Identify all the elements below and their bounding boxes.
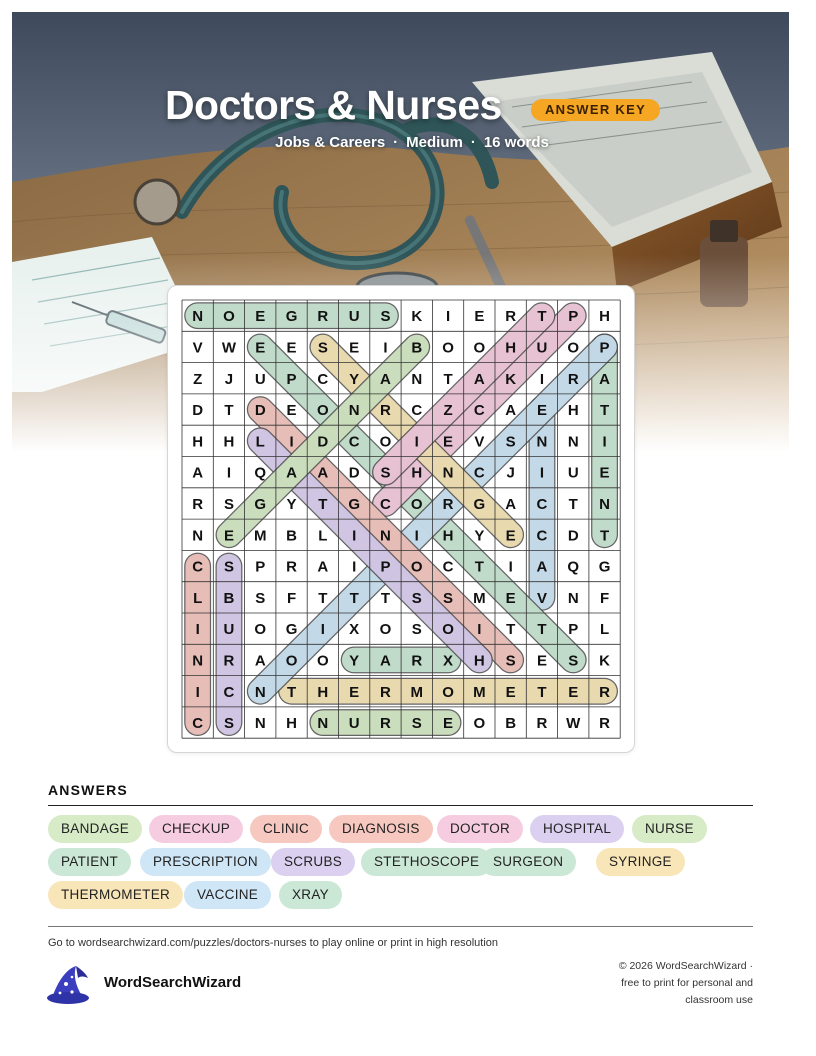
grid-letter[interactable]: P — [380, 558, 391, 576]
grid-letter[interactable]: X — [443, 652, 454, 670]
grid-letter[interactable]: D — [317, 433, 329, 451]
grid-letter[interactable]: O — [379, 621, 392, 639]
grid-letter[interactable]: I — [508, 558, 513, 576]
grid-letter[interactable]: G — [348, 495, 360, 513]
grid-letter[interactable]: T — [537, 683, 547, 701]
grid-letter[interactable]: U — [254, 370, 266, 388]
grid-letter[interactable]: A — [192, 464, 204, 482]
grid-letter[interactable]: E — [255, 339, 266, 357]
grid-letter[interactable]: M — [410, 683, 423, 701]
grid-letter[interactable]: A — [380, 652, 391, 670]
grid-letter[interactable]: T — [537, 308, 547, 326]
grid-letter[interactable]: F — [599, 589, 610, 607]
grid-letter[interactable]: C — [442, 558, 454, 576]
grid-letter[interactable]: I — [352, 527, 357, 545]
copyright-line: classroom use — [685, 994, 753, 1006]
grid-letter[interactable]: S — [411, 715, 422, 733]
brand-name[interactable]: WordSearchWizard — [104, 974, 242, 991]
grid-letter[interactable]: R — [599, 715, 610, 733]
grid-letter[interactable]: P — [568, 621, 579, 639]
grid-letter[interactable]: B — [286, 527, 297, 545]
grid-letter[interactable]: I — [352, 558, 357, 576]
answer-chip-bandage: BANDAGE — [48, 815, 142, 843]
grid-letter[interactable]: E — [286, 402, 297, 420]
grid-letter[interactable]: Q — [567, 558, 580, 576]
grid-letter[interactable]: I — [195, 621, 200, 639]
grid-letter[interactable]: U — [567, 464, 579, 482]
grid-letter[interactable]: A — [317, 464, 329, 482]
grid-letter[interactable]: K — [411, 308, 423, 326]
grid-letter[interactable]: A — [380, 370, 391, 388]
page-title: Doctors & Nurses — [165, 82, 502, 128]
grid-letter[interactable]: I — [445, 308, 451, 326]
grid-letter[interactable]: S — [317, 339, 328, 357]
grid-letter[interactable]: P — [255, 558, 266, 576]
grid-letter[interactable]: P — [568, 308, 579, 326]
grid-letter[interactable]: B — [505, 715, 517, 733]
grid-letter[interactable]: T — [318, 589, 328, 607]
grid-letter[interactable]: S — [380, 464, 391, 482]
grid-letter[interactable]: E — [474, 308, 485, 326]
grid-letter[interactable]: I — [320, 621, 325, 639]
grid-letter[interactable]: H — [505, 339, 517, 357]
category-label: Jobs & Careers — [275, 134, 386, 151]
grid-letter[interactable]: U — [348, 308, 360, 326]
grid-letter[interactable]: E — [223, 527, 234, 545]
grid-letter[interactable]: L — [255, 433, 265, 451]
grid-letter[interactable]: N — [192, 652, 204, 670]
grid-letter[interactable]: N — [254, 715, 266, 733]
answer-chip-prescription: PRESCRIPTION — [140, 848, 271, 876]
grid-letter[interactable]: G — [285, 308, 298, 326]
grid-letter[interactable]: V — [474, 433, 485, 451]
grid-letter[interactable]: O — [442, 339, 454, 357]
grid-letter[interactable]: N — [380, 527, 391, 545]
grid-letter[interactable]: S — [443, 589, 454, 607]
grid-letter[interactable]: T — [599, 402, 610, 420]
grid-letter[interactable]: M — [254, 527, 267, 545]
grid-letter[interactable]: I — [539, 464, 545, 482]
grid-letter[interactable]: T — [537, 621, 547, 639]
grid-letter[interactable]: C — [473, 402, 485, 420]
answer-chip-scrubs: SCRUBS — [271, 848, 355, 876]
answer-chip-stethoscope: STETHOSCOPE — [361, 848, 492, 876]
grid-letter[interactable]: A — [505, 402, 517, 420]
grid-letter[interactable]: A — [317, 558, 329, 576]
grid-letter[interactable]: R — [567, 370, 579, 388]
grid-letter[interactable]: A — [536, 558, 548, 576]
grid-letter[interactable]: N — [348, 402, 360, 420]
grid-letter[interactable]: H — [317, 683, 329, 701]
footer-link-text[interactable]: Go to wordsearchwizard.com/puzzles/doctors-nurses to play online or print in high resolution — [48, 937, 498, 949]
grid-letter[interactable]: I — [383, 339, 388, 357]
grid-letter[interactable]: N — [254, 683, 266, 701]
grid-letter[interactable]: A — [254, 652, 266, 670]
grid-letter[interactable]: Y — [286, 495, 297, 513]
grid-letter[interactable]: I — [226, 464, 232, 482]
grid-letter[interactable]: S — [223, 495, 234, 513]
grid-letter[interactable]: J — [506, 464, 515, 482]
grid-letter[interactable]: R — [411, 652, 423, 670]
grid-letter[interactable]: T — [286, 683, 297, 701]
grid-lines — [182, 300, 620, 738]
grid-letter[interactable]: J — [224, 370, 234, 388]
grid-letter[interactable]: H — [567, 402, 579, 420]
grid-letter[interactable]: C — [473, 464, 485, 482]
grid-letter[interactable]: M — [473, 683, 486, 701]
grid-letter[interactable]: C — [536, 495, 548, 513]
grid-letter[interactable]: A — [599, 370, 610, 388]
grid-letter[interactable]: H — [473, 652, 485, 670]
grid-letter[interactable]: I — [195, 683, 200, 701]
grid-letter[interactable]: O — [442, 683, 454, 701]
grid-letter[interactable]: C — [348, 433, 360, 451]
grid-letter[interactable]: W — [221, 339, 237, 357]
grid-letter[interactable]: C — [192, 715, 204, 733]
grid-letter[interactable]: P — [286, 370, 297, 388]
grid-letter[interactable]: R — [286, 558, 297, 576]
grid-letter[interactable]: D — [348, 464, 360, 482]
grid-letter[interactable]: H — [286, 715, 297, 733]
grid-letter[interactable]: X — [349, 621, 360, 639]
grid-letter[interactable]: Z — [443, 402, 453, 420]
copyright-line: free to print for personal and — [621, 977, 753, 989]
grid-letter[interactable]: Y — [474, 527, 485, 545]
grid-letter[interactable]: G — [285, 621, 298, 639]
grid-letter[interactable]: D — [192, 402, 204, 420]
grid-letter[interactable]: E — [599, 464, 610, 482]
grid-letter[interactable]: N — [192, 308, 204, 326]
grid-letter[interactable]: O — [567, 339, 580, 357]
grid-letter[interactable]: U — [536, 339, 548, 357]
grid-letter[interactable]: R — [536, 715, 548, 733]
grid-letter[interactable]: S — [411, 589, 422, 607]
grid-letter[interactable]: O — [317, 402, 329, 420]
grid-letter[interactable]: I — [539, 370, 545, 388]
grid-letter[interactable]: H — [192, 433, 204, 451]
grid-letter[interactable]: M — [473, 589, 486, 607]
grid-letter[interactable]: O — [473, 339, 486, 357]
grid-letter[interactable]: N — [536, 433, 548, 451]
grid-letter[interactable]: B — [223, 589, 235, 607]
grid-letter[interactable]: C — [380, 495, 391, 513]
grid-letter[interactable]: T — [224, 402, 234, 420]
answer-chip-patient: PATIENT — [48, 848, 131, 876]
grid-letter[interactable]: E — [286, 339, 297, 357]
grid-letter[interactable]: E — [505, 589, 516, 607]
grid-letter[interactable]: E — [536, 402, 547, 420]
grid-letter[interactable]: R — [380, 715, 391, 733]
answer-chip-doctor: DOCTOR — [437, 815, 523, 843]
grid-letter[interactable]: S — [380, 308, 391, 326]
grid-letter[interactable]: A — [473, 370, 485, 388]
grid-letter[interactable]: V — [536, 589, 547, 607]
answer-chip-surgeon: SURGEON — [480, 848, 576, 876]
answer-chip-diagnosis: DIAGNOSIS — [329, 815, 433, 843]
grid-letter[interactable]: T — [474, 558, 484, 576]
puzzle-grid — [168, 286, 634, 752]
footer-divider — [48, 926, 753, 927]
grid-letter[interactable]: W — [566, 715, 581, 733]
grid-letter[interactable]: B — [411, 339, 423, 357]
grid-letter[interactable]: T — [506, 621, 516, 639]
grid-letter[interactable]: S — [223, 558, 234, 576]
grid-letter[interactable]: E — [568, 683, 579, 701]
puzzle-grid-card — [167, 285, 635, 753]
grid-letter[interactable]: O — [410, 558, 423, 576]
grid-letter[interactable]: D — [567, 527, 579, 545]
grid-letter[interactable]: E — [349, 339, 360, 357]
grid-letter[interactable]: N — [567, 433, 579, 451]
grid-letter[interactable]: C — [192, 558, 204, 576]
grid-letter[interactable]: E — [349, 683, 360, 701]
grid-letter[interactable]: I — [414, 527, 419, 545]
grid-letter[interactable]: H — [599, 308, 610, 326]
grid-letter[interactable]: D — [254, 402, 266, 420]
answer-chip-thermometer: THERMOMETER — [48, 881, 183, 909]
grid-letter[interactable]: A — [505, 495, 517, 513]
answer-chip-vaccine: VACCINE — [184, 881, 271, 909]
grid-letter[interactable]: O — [410, 495, 423, 513]
wizard-hat-icon — [46, 964, 92, 1011]
grid-letter[interactable]: F — [286, 589, 297, 607]
grid-letter[interactable]: N — [567, 589, 579, 607]
grid-letter[interactable]: S — [255, 589, 266, 607]
grid-letter[interactable]: N — [411, 370, 423, 388]
grid-letter[interactable]: O — [442, 621, 454, 639]
answer-chip-syringe: SYRINGE — [596, 848, 685, 876]
answer-key-badge: ANSWER KEY — [531, 99, 660, 121]
grid-letter[interactable]: R — [223, 652, 235, 670]
grid-letter[interactable]: S — [505, 433, 516, 451]
grid-letter[interactable]: C — [411, 402, 423, 420]
grid-letter[interactable]: P — [599, 339, 610, 357]
grid-letter[interactable]: R — [442, 495, 454, 513]
grid-letter[interactable]: E — [443, 715, 454, 733]
grid-letter[interactable]: T — [349, 589, 359, 607]
grid-letter[interactable]: A — [286, 464, 297, 482]
answer-chip-checkup: CHECKUP — [149, 815, 243, 843]
grid-letter[interactable]: R — [380, 683, 391, 701]
grid-letter[interactable]: L — [193, 589, 203, 607]
separator-dot: · — [393, 134, 399, 151]
answer-chip-nurse: NURSE — [632, 815, 707, 843]
grid-letter[interactable]: S — [223, 715, 234, 733]
copyright-line: © 2026 WordSearchWizard · — [618, 960, 753, 972]
grid-letter[interactable]: U — [348, 715, 360, 733]
grid-letter[interactable]: L — [318, 527, 328, 545]
answer-chip-xray: XRAY — [279, 881, 342, 909]
grid-letter[interactable]: U — [223, 621, 235, 639]
grid-letter[interactable]: R — [599, 683, 610, 701]
grid-letter[interactable]: T — [443, 370, 453, 388]
grid-letter[interactable]: Q — [254, 464, 267, 482]
grid-letter[interactable]: E — [443, 433, 454, 451]
grid-letter[interactable]: N — [192, 527, 204, 545]
grid-letter[interactable]: Z — [193, 370, 203, 388]
grid-letter[interactable]: H — [411, 464, 423, 482]
grid-letter[interactable]: S — [411, 621, 422, 639]
copyright-notice — [573, 958, 753, 1009]
grid-letter[interactable]: S — [568, 652, 579, 670]
answer-chip-hospital: HOSPITAL — [530, 815, 624, 843]
grid-letter[interactable]: G — [254, 495, 267, 513]
grid-letter[interactable]: I — [602, 433, 607, 451]
grid-letter[interactable]: T — [380, 589, 391, 607]
answers-heading: ANSWERS — [48, 782, 128, 798]
grid-letter[interactable]: O — [379, 433, 392, 451]
grid-letter[interactable]: K — [599, 652, 610, 670]
grid-letter[interactable]: T — [318, 495, 328, 513]
grid-letter[interactable]: E — [255, 308, 266, 326]
grid-letter[interactable]: O — [254, 621, 267, 639]
difficulty-label: Medium — [406, 134, 463, 151]
grid-letter[interactable]: S — [505, 652, 516, 670]
grid-letter[interactable]: N — [442, 464, 454, 482]
grid-letter[interactable]: C — [223, 683, 235, 701]
separator-dot: · — [470, 134, 476, 151]
grid-letter[interactable]: Y — [349, 370, 360, 388]
grid-letter[interactable]: E — [505, 527, 516, 545]
grid-letter[interactable]: T — [599, 527, 610, 545]
word-count-label: 16 words — [483, 134, 549, 151]
grid-letter[interactable]: H — [223, 433, 235, 451]
grid-letter[interactable]: R — [192, 495, 204, 513]
puzzle-meta — [262, 134, 562, 151]
grid-letter[interactable]: I — [477, 621, 482, 639]
grid-letter[interactable]: O — [285, 652, 298, 670]
grid-letter[interactable]: K — [505, 370, 517, 388]
grid-letter[interactable]: E — [536, 652, 547, 670]
grid-letter[interactable]: I — [414, 433, 419, 451]
grid-letter[interactable]: R — [505, 308, 517, 326]
grid-letter[interactable]: C — [317, 370, 329, 388]
grid-letter[interactable]: G — [473, 495, 486, 513]
grid-letter[interactable]: H — [442, 527, 454, 545]
grid-letter[interactable]: I — [289, 433, 294, 451]
grid-letter[interactable]: O — [317, 652, 329, 670]
grid-letter[interactable]: T — [568, 495, 578, 513]
grid-letter[interactable]: N — [599, 495, 610, 513]
grid-letter[interactable]: V — [192, 339, 203, 357]
grid-letter[interactable]: Y — [349, 652, 360, 670]
grid-letter[interactable]: O — [473, 715, 486, 733]
grid-letter[interactable]: E — [505, 683, 516, 701]
grid-letter[interactable]: O — [223, 308, 235, 326]
answers-divider — [48, 805, 753, 806]
grid-letter[interactable]: C — [536, 527, 548, 545]
grid-letter[interactable]: L — [599, 621, 610, 639]
answer-chip-clinic: CLINIC — [250, 815, 322, 843]
grid-letter[interactable]: N — [317, 715, 329, 733]
grid-letter[interactable]: R — [380, 402, 391, 420]
grid-letter[interactable]: R — [317, 308, 329, 326]
grid-letter[interactable]: G — [598, 558, 611, 576]
